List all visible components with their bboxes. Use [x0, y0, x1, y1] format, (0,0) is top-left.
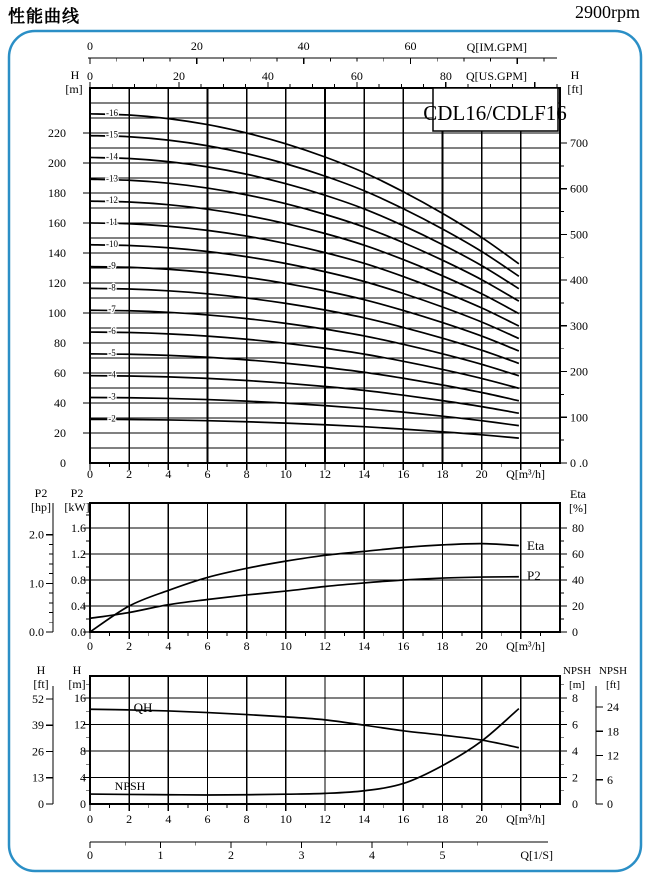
tick-label: 1	[157, 848, 164, 862]
tick-label: 160	[48, 216, 66, 230]
npsh-m-unit: [m]	[569, 679, 585, 691]
tick-label: 0	[38, 797, 44, 811]
tick-label: -8	[108, 282, 116, 293]
q-axis-title-bot: Q[m³/h]	[506, 812, 545, 826]
q-axis-title-mid: Q[m³/h]	[506, 639, 545, 653]
tick-label: -10	[106, 238, 118, 249]
tick-label: 140	[48, 246, 66, 260]
tick-label: 6	[204, 639, 211, 653]
tick-label: 26	[32, 744, 44, 759]
p2-hp-title: P2	[34, 486, 48, 500]
tick-label: -16	[106, 107, 118, 118]
head-curve--15	[90, 136, 519, 277]
npsh-ft-unit: [ft]	[605, 679, 621, 691]
p2-hp-unit: [hp]	[31, 500, 51, 514]
tick-label: 0	[87, 39, 93, 53]
tick-label: 180	[48, 186, 66, 200]
tick-label: -5	[108, 347, 116, 358]
tick-label: 14	[358, 812, 371, 826]
tick-label: 16	[397, 812, 410, 826]
tick-label: 60	[350, 69, 363, 83]
tick-label: 0	[60, 456, 66, 470]
tick-label: 4	[80, 770, 86, 785]
tick-label: 2	[126, 467, 133, 481]
tick-label: 60	[54, 366, 66, 380]
tick-label: 120	[48, 276, 66, 290]
tick-label: 0	[87, 812, 93, 826]
tick-label: -9	[108, 260, 116, 271]
tick-label: 40	[54, 396, 66, 410]
tick-label: -11	[106, 216, 118, 227]
us-gpm-axis-title: Q[US.GPM]	[465, 69, 527, 83]
tick-label: 4	[572, 744, 578, 758]
head-curve--6	[90, 332, 519, 388]
h-m-inner-title: H	[72, 663, 82, 677]
tick-label: 20	[572, 599, 584, 613]
head-curve--10	[90, 245, 519, 339]
h-left-unit: [m]	[65, 82, 83, 96]
tick-label: 8	[243, 812, 250, 826]
tick-label: 40	[261, 69, 274, 83]
tick-label: 2	[572, 770, 578, 785]
tick-label: 20	[190, 39, 203, 53]
tick-label: 20	[475, 467, 488, 481]
tick-label: 500	[570, 227, 588, 242]
p2-curve-label: P2	[527, 568, 541, 583]
tick-label: 10	[279, 467, 292, 481]
tick-label: 0.8	[71, 573, 86, 587]
npsh-ft-title: NPSH	[598, 665, 628, 677]
tick-label: 12	[318, 812, 331, 826]
tick-label: 80	[54, 336, 66, 350]
tick-label: 14	[358, 639, 371, 653]
h-left-title: H	[70, 68, 80, 82]
tick-label: 600	[570, 181, 588, 196]
model-box-label: CDL16/CDLF16	[423, 101, 567, 125]
tick-label: 18	[436, 467, 449, 481]
tick-label: 8	[572, 691, 578, 705]
tick-label: 0	[572, 625, 578, 639]
tick-label: 0	[87, 848, 93, 862]
tick-label: 12	[607, 748, 619, 763]
tick-label: 20	[475, 812, 488, 826]
tick-label: 80	[572, 521, 584, 535]
tick-label: 4	[369, 848, 375, 862]
eta-curve	[90, 544, 519, 632]
tick-label: 16	[74, 691, 86, 705]
p2-curve	[90, 577, 519, 619]
tick-label: -13	[106, 173, 118, 184]
tick-label: 18	[436, 812, 449, 826]
tick-label: 300	[570, 318, 588, 333]
tick-label: 12	[318, 639, 331, 653]
qh-curve	[90, 709, 519, 747]
page-title: 性能曲线	[8, 7, 80, 26]
head-curve--4	[90, 376, 519, 414]
tick-label: -15	[106, 129, 118, 140]
tick-label: -2	[108, 413, 116, 424]
tick-label: 0.0	[71, 625, 86, 639]
tick-label: 2.0	[29, 527, 44, 542]
tick-label: 18	[607, 724, 619, 739]
tick-label: 0	[87, 69, 93, 83]
tick-label: 10	[279, 639, 292, 653]
tick-label: 39	[32, 718, 44, 733]
tick-label: 60	[572, 547, 584, 561]
p2-kw-title: P2	[70, 486, 84, 500]
tick-label: 13	[32, 770, 44, 785]
tick-label: 12	[318, 467, 331, 481]
eta-axis-title: Eta	[570, 487, 586, 501]
npsh-curve-label: NPSH	[114, 779, 146, 793]
tick-label: 24	[607, 700, 619, 715]
tick-label: 20	[54, 426, 66, 440]
tick-label: 200	[570, 364, 588, 379]
tick-label: 0.0	[29, 625, 44, 639]
tick-label: 400	[570, 273, 588, 288]
npsh-curve	[90, 709, 519, 795]
tick-label: 2	[126, 812, 133, 826]
tick-label: 2	[126, 639, 133, 653]
tick-label: 40	[572, 573, 584, 587]
tick-label: -7	[108, 304, 116, 315]
generated-chart-layers	[29, 39, 619, 862]
tick-label: -14	[106, 151, 118, 162]
tick-label: 4	[165, 467, 172, 481]
tick-label: 16	[397, 467, 410, 481]
tick-label: 0	[87, 467, 93, 481]
head-curve--2	[90, 419, 519, 438]
im-gpm-axis-title: Q[IM.GPM]	[466, 40, 527, 54]
tick-label: 100	[48, 306, 66, 320]
tick-label: 6	[572, 717, 578, 732]
tick-label: 3	[298, 848, 305, 862]
eta-curve-label: Eta	[527, 538, 545, 553]
tick-label: -12	[106, 195, 118, 206]
tick-label: 0	[87, 639, 93, 653]
tick-label: -3	[108, 391, 116, 402]
tick-label: 10	[279, 812, 292, 826]
tick-label: 0	[607, 797, 613, 811]
tick-label: 80	[439, 69, 452, 83]
tick-label: 60	[404, 39, 417, 53]
tick-label: -4	[108, 369, 116, 380]
tick-label: 20	[475, 639, 488, 653]
tick-label: 1.6	[71, 521, 86, 535]
tick-label: 8	[243, 639, 250, 653]
tick-label: 220	[48, 126, 66, 140]
tick-label: 6	[204, 467, 211, 481]
tick-label: 6	[204, 812, 211, 826]
qh-curve-label: QH	[133, 700, 153, 715]
eta-axis-unit: [%]	[569, 501, 587, 515]
tick-label: 5	[439, 848, 446, 862]
tick-label: 12	[74, 717, 86, 732]
model-box	[423, 88, 567, 131]
tick-label: 0 .0	[570, 456, 588, 470]
h-m-inner-unit: [m]	[68, 677, 86, 691]
tick-label: 8	[243, 467, 250, 481]
tick-label: 0	[80, 797, 86, 811]
tick-label: -6	[108, 326, 116, 337]
tick-label: 0	[572, 797, 578, 811]
tick-label: 4	[165, 639, 172, 653]
tick-label: 6	[607, 772, 613, 787]
tick-label: 0.4	[71, 599, 86, 613]
tick-label: 100	[570, 410, 588, 425]
h-ft-outer-unit: [ft]	[33, 677, 49, 691]
rpm-label: 2900rpm	[575, 2, 640, 22]
p2-kw-unit: [kW]	[64, 500, 90, 514]
tick-label: 1.0	[29, 576, 44, 591]
tick-label: 200	[48, 156, 66, 170]
q-axis-title-top: Q[m³/h]	[506, 467, 545, 481]
tick-label: 1.2	[71, 547, 86, 561]
tick-label: 8	[80, 744, 86, 758]
tick-label: 2	[228, 848, 234, 862]
tick-label: 52	[32, 691, 44, 706]
tick-label: 16	[397, 639, 410, 653]
tick-label: 40	[297, 39, 310, 53]
head-curve--9	[90, 267, 519, 351]
tick-label: 20	[172, 69, 185, 83]
tick-label: 700	[570, 135, 588, 150]
npsh-m-title: NPSH	[562, 665, 592, 677]
q-ls-axis-title: Q[1/S]	[520, 848, 553, 862]
tick-label: 18	[436, 639, 449, 653]
h-right-unit: [ft]	[567, 82, 583, 96]
h-ft-outer-title: H	[36, 663, 46, 677]
tick-label: 14	[358, 467, 371, 481]
tick-label: 4	[165, 812, 172, 826]
h-right-title: H	[570, 68, 580, 82]
